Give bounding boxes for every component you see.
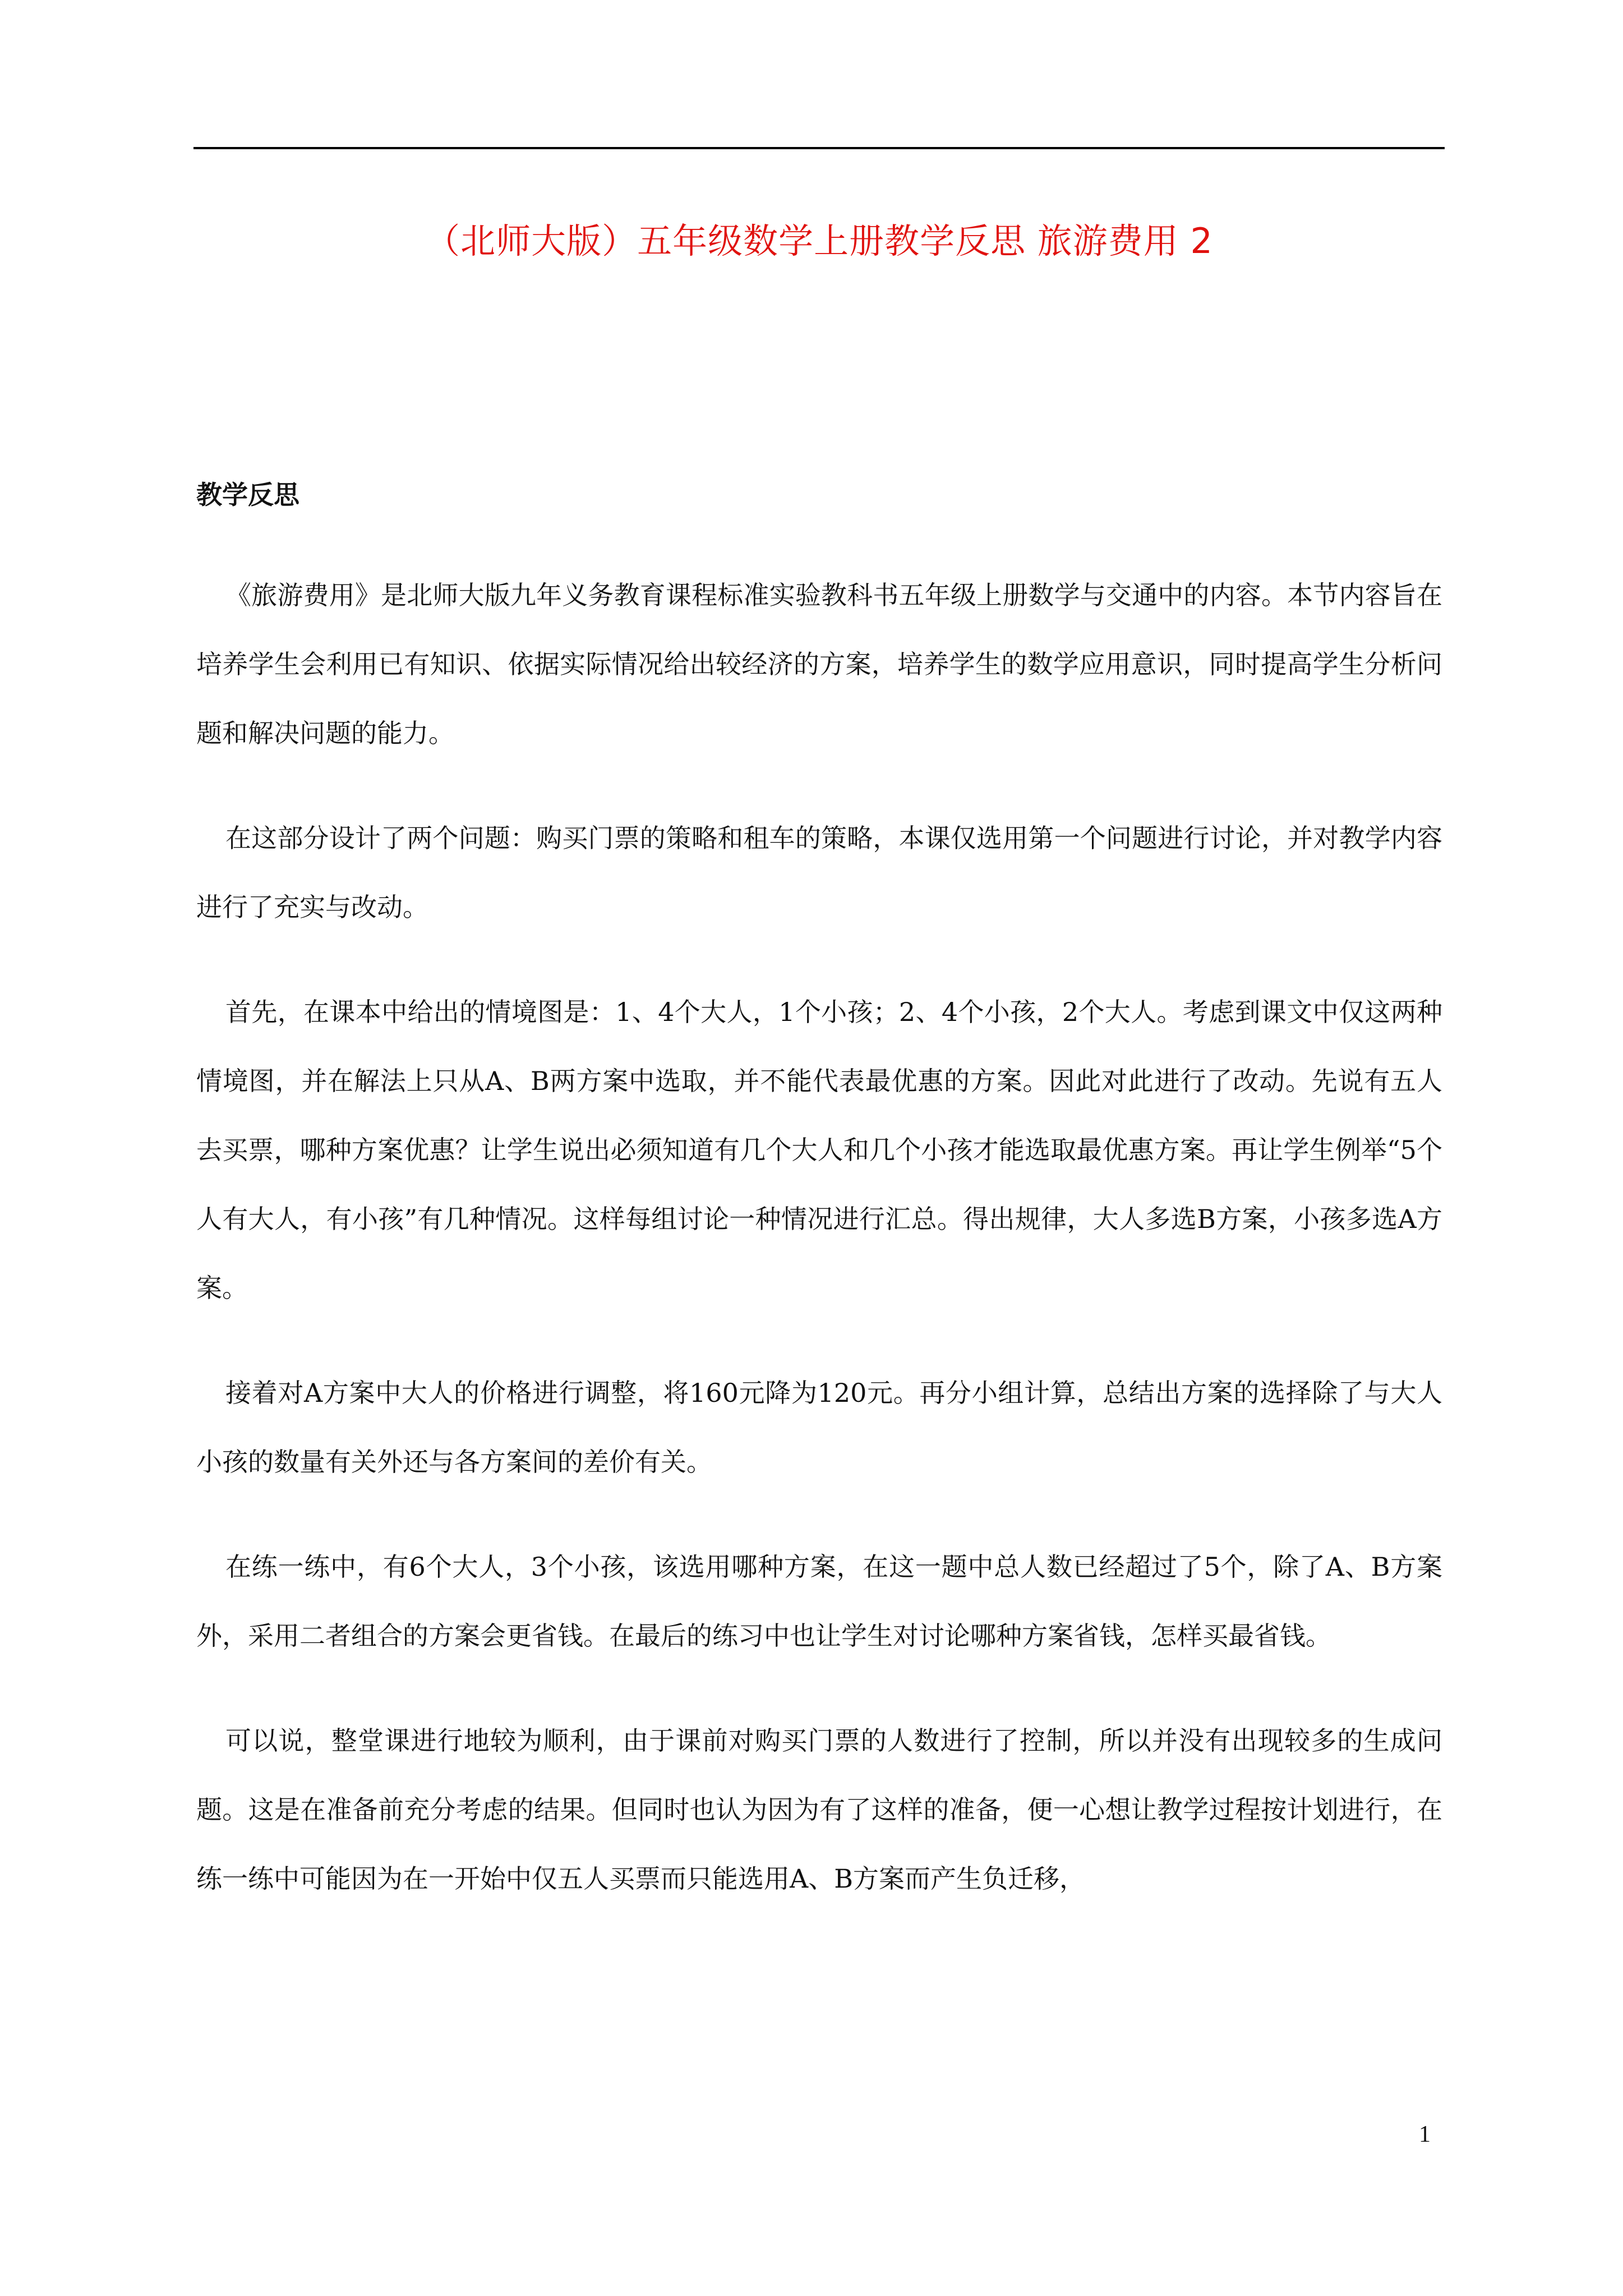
- paragraph-4: 接着对A方案中大人的价格进行调整，将160元降为120元。再分小组计算，总结出方案的选择除了与大人小孩的数量有关外还与各方案间的差价有关。: [196, 1378, 1442, 1477]
- page-number: 1: [1419, 2122, 1431, 2147]
- document-title: （北师大版）五年级数学上册教学反思 旅游费用 2: [425, 220, 1213, 261]
- header-rule: [193, 147, 1445, 149]
- paragraph-2: 在这部分设计了两个问题：购买门票的策略和租车的策略，本课仅选用第一个问题进行讨论，并对教学内容进行了充实与改动。: [196, 823, 1442, 922]
- paragraph-3: 首先，在课本中给出的情境图是：1、4个大人，1个小孩；2、4个小孩，2个大人。考虑到课文中仅这两种情境图，并在解法上只从A、B两方案中选取，并不能代表最优惠的方案。因此对此进行了改动。先说有五人去买票，哪种方案优惠？让学生说出必须知道有几个大人和几个小孩才能选取最优惠方案。再让学生例举“5个人有大人，有小孩”有几种情况。这样每组讨论一种情况进行汇总。得出规律，大人多选B方案，小孩多选A方案。: [196, 997, 1442, 1303]
- body-text: [196, 561, 1442, 1949]
- paragraph-1: 《旅游费用》是北师大版九年义务教育课程标准实验教科书五年级上册数学与交通中的内容。本节内容旨在培养学生会利用已有知识、依据实际情况给出较经济的方案，培养学生的数学应用意识，同时提高学生分析问题和解决问题的能力。: [196, 580, 1442, 748]
- section-heading: 教学反思: [196, 480, 299, 510]
- paragraph-5: 在练一练中，有6个大人，3个小孩，该选用哪种方案，在这一题中总人数已经超过了5个，除了A、B方案外，采用二者组合的方案会更省钱。在最后的练习中也让学生对讨论哪种方案省钱，怎样买最省钱。: [196, 1552, 1442, 1651]
- paragraph-6: 可以说，整堂课进行地较为顺利，由于课前对购买门票的人数进行了控制，所以并没有出现较多的生成问题。这是在准备前充分考虑的结果。但同时也认为因为有了这样的准备，便一心想让教学过程按计划进行，在练一练中可能因为在一开始中仅五人买票而只能选用A、B方案而产生负迁移，: [196, 1726, 1442, 1894]
